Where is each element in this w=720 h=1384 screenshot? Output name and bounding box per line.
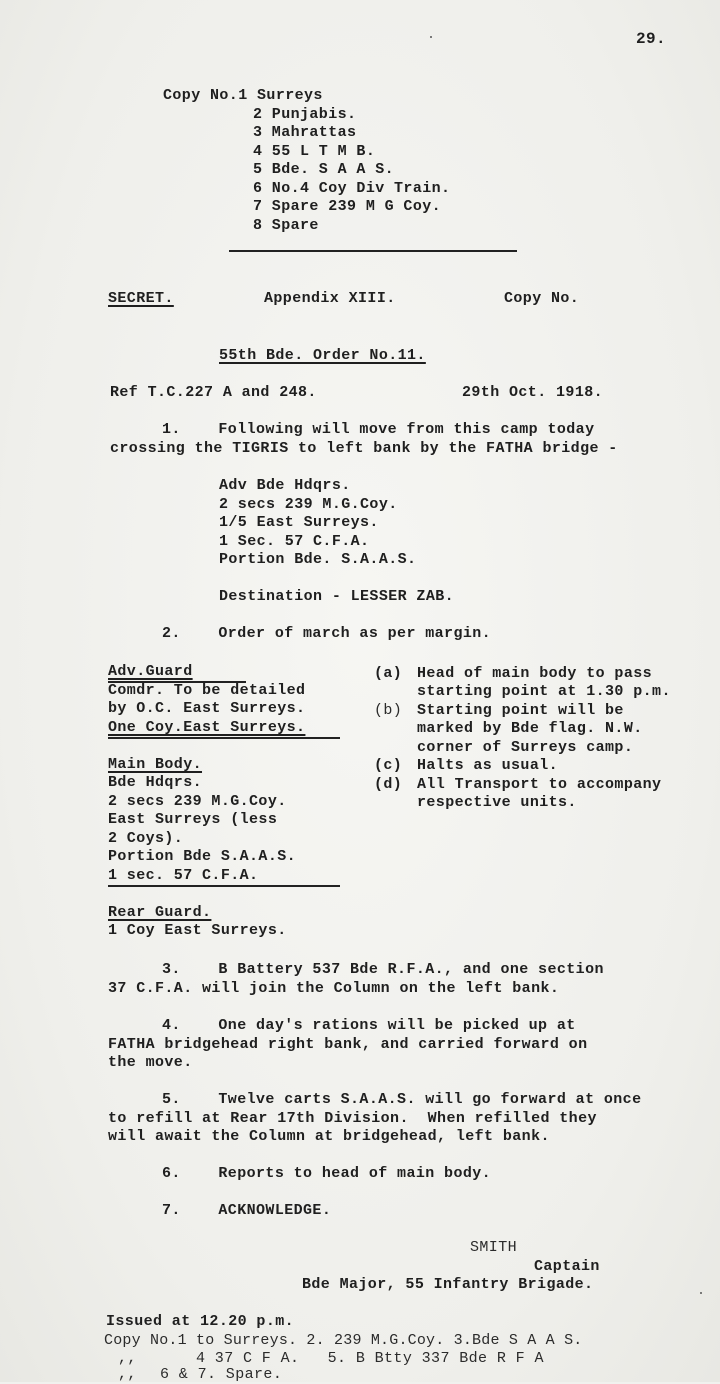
distribution-item: 8 Spare bbox=[253, 217, 319, 234]
unit-item: 1 Sec. 57 C.F.A. bbox=[219, 533, 370, 550]
signature-rank: Captain bbox=[534, 1258, 600, 1275]
instruction-line: All Transport to accompany bbox=[417, 776, 662, 793]
scan-speck bbox=[700, 1292, 702, 1294]
main-body-line: 2 Coys). bbox=[108, 830, 184, 847]
instruction-letter: (a) bbox=[374, 665, 403, 682]
distribution-item: 3 Mahrattas bbox=[253, 124, 357, 141]
para5-line3: will await the Column at bridgehead, left bank. bbox=[108, 1128, 550, 1145]
copy-number-label: Copy No. bbox=[504, 290, 580, 307]
distribution-item: 7 Spare 239 M G Coy. bbox=[253, 198, 442, 215]
main-body-rule bbox=[108, 885, 340, 887]
destination: Destination - LESSER ZAB. bbox=[219, 588, 455, 605]
distribution-item: 5 Bde. S A A S. bbox=[253, 161, 395, 178]
adv-guard-unit: One Coy.East Surreys. bbox=[108, 719, 306, 736]
para7: 7. ACKNOWLEDGE. bbox=[162, 1202, 332, 1219]
para1-line2: crossing the TIGRIS to left bank by the FATHA bridge - bbox=[110, 440, 618, 457]
rear-guard-heading: Rear Guard. bbox=[108, 904, 212, 921]
para4-line3: the move. bbox=[108, 1054, 193, 1071]
issued-time: Issued at 12.20 p.m. bbox=[106, 1313, 295, 1330]
distribution-copy-label: Copy No.1 Surreys bbox=[163, 87, 323, 104]
copies-line3: 6 & 7. Spare. bbox=[160, 1366, 283, 1383]
order-title: 55th Bde. Order No.11. bbox=[219, 347, 426, 364]
instruction-letter: (b) bbox=[374, 702, 403, 719]
signature-name: SMITH bbox=[470, 1239, 518, 1256]
instruction-line: Halts as usual. bbox=[417, 757, 559, 774]
reference: Ref T.C.227 A and 248. bbox=[110, 384, 317, 401]
instruction-line: marked by Bde flag. N.W. bbox=[417, 720, 643, 737]
copies-ditto-mark: ,, bbox=[118, 1350, 137, 1367]
adv-guard-line: by O.C. East Surreys. bbox=[108, 700, 306, 717]
instruction-line: corner of Surreys camp. bbox=[417, 739, 634, 756]
instruction-line: Head of main body to pass bbox=[417, 665, 653, 682]
main-body-heading: Main Body. bbox=[108, 756, 203, 773]
para1-line1: 1. Following will move from this camp today bbox=[162, 421, 595, 438]
para2: 2. Order of march as per margin. bbox=[162, 625, 492, 642]
unit-item: 2 secs 239 M.G.Coy. bbox=[219, 496, 398, 513]
separator-rule bbox=[229, 250, 517, 252]
main-body-line: East Surreys (less bbox=[108, 811, 278, 828]
distribution-item: 6 No.4 Coy Div Train. bbox=[253, 180, 451, 197]
distribution-item: 4 55 L T M B. bbox=[253, 143, 376, 160]
unit-item: 1/5 East Surreys. bbox=[219, 514, 379, 531]
para3-line2: 37 C.F.A. will join the Column on the left bank. bbox=[108, 980, 560, 997]
adv-guard-heading: Adv.Guard bbox=[108, 663, 193, 680]
main-body-line: 2 secs 239 M.G.Coy. bbox=[108, 793, 287, 810]
appendix-label: Appendix XIII. bbox=[264, 290, 396, 307]
main-body-line: Bde Hdqrs. bbox=[108, 774, 203, 791]
para5-line1: 5. Twelve carts S.A.A.S. will go forward at once bbox=[162, 1091, 642, 1108]
signature-appointment: Bde Major, 55 Infantry Brigade. bbox=[302, 1276, 594, 1293]
rear-guard-line: 1 Coy East Surreys. bbox=[108, 922, 287, 939]
para4-line2: FATHA bridgehead right bank, and carried forward on bbox=[108, 1036, 588, 1053]
para6: 6. Reports to head of main body. bbox=[162, 1165, 492, 1182]
adv-guard-line: Comdr. To be detailed bbox=[108, 682, 306, 699]
adv-guard-unit-rule bbox=[108, 737, 340, 739]
para4-line1: 4. One day's rations will be picked up at bbox=[162, 1017, 576, 1034]
page-number: 29. bbox=[636, 30, 667, 48]
main-body-last: 1 sec. 57 C.F.A. bbox=[108, 867, 259, 884]
copies-line1: Copy No.1 to Surreys. 2. 239 M.G.Coy. 3.Bde S A A S. bbox=[104, 1332, 583, 1349]
order-date: 29th Oct. 1918. bbox=[462, 384, 604, 401]
unit-item: Adv Bde Hdqrs. bbox=[219, 477, 351, 494]
unit-item: Portion Bde. S.A.A.S. bbox=[219, 551, 417, 568]
copies-line2: 4 37 C F A. 5. B Btty 337 Bde R F A bbox=[196, 1350, 544, 1367]
instruction-line: starting point at 1.30 p.m. bbox=[417, 683, 671, 700]
scan-speck bbox=[430, 36, 432, 38]
instruction-line: Starting point will be bbox=[417, 702, 624, 719]
instruction-line: respective units. bbox=[417, 794, 577, 811]
main-body-line: Portion Bde S.A.A.S. bbox=[108, 848, 297, 865]
para3-line1: 3. B Battery 537 Bde R.F.A., and one section bbox=[162, 961, 604, 978]
para5-line2: to refill at Rear 17th Division. When refilled they bbox=[108, 1110, 597, 1127]
instruction-letter: (d) bbox=[374, 776, 403, 793]
copies-ditto-mark: ,, bbox=[118, 1366, 137, 1383]
instruction-letter: (c) bbox=[374, 757, 403, 774]
distribution-item: 2 Punjabis. bbox=[253, 106, 357, 123]
secret-heading: SECRET. bbox=[108, 290, 174, 307]
